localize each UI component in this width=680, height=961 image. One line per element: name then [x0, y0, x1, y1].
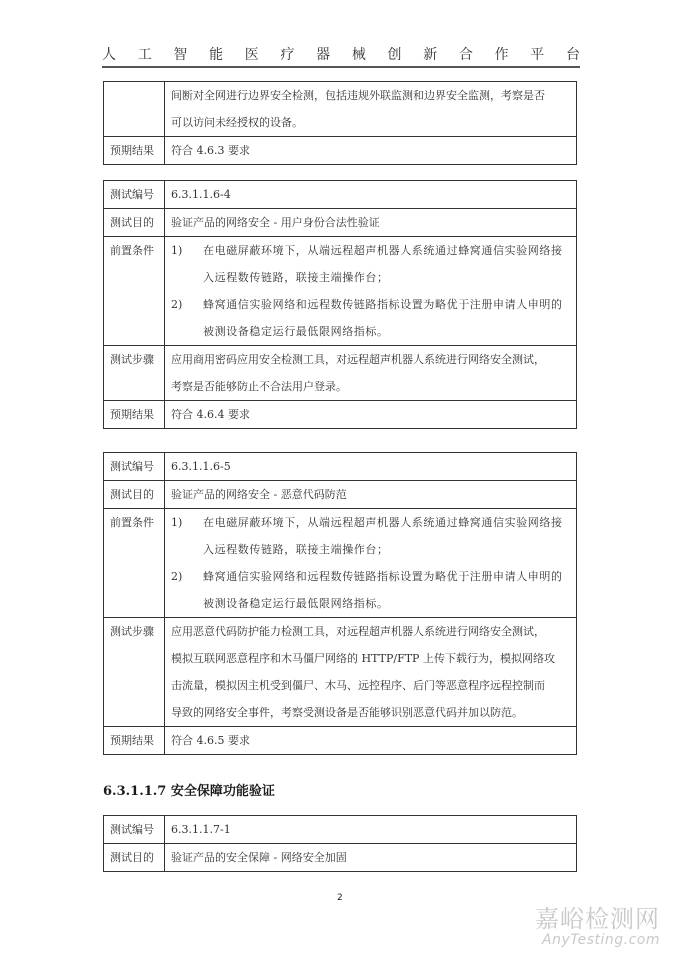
row-label: 测试目的	[104, 209, 165, 237]
text-line: 导致的网络安全事件，考察受测设备是否能够识别恶意代码并加以防范。	[171, 706, 523, 719]
item-text	[203, 509, 570, 563]
table-row	[104, 346, 577, 401]
precondition-item	[171, 509, 570, 563]
item-number: 1)	[171, 244, 183, 257]
table-row	[104, 481, 577, 509]
table-row	[104, 618, 577, 727]
row-label: 预期结果	[104, 137, 165, 165]
table-row	[104, 181, 577, 209]
header-char: 平	[530, 47, 545, 63]
row-value	[165, 509, 577, 618]
watermark-cn: 嘉峪检测网	[535, 905, 660, 933]
table-row	[104, 816, 577, 844]
test-table-6-3-1-1-7-1	[103, 815, 577, 872]
document-header	[102, 44, 580, 66]
text-line: 应用商用密码应用安全检测工具，对远程超声机器人系统进行网络安全测试，	[171, 353, 545, 366]
header-char: 作	[494, 47, 509, 63]
item-number: 2)	[171, 298, 183, 311]
text-line: 验证产品的网络安全 - 恶意代码防范	[171, 488, 347, 501]
header-char: 疗	[280, 47, 295, 63]
row-label: 测试目的	[104, 844, 165, 872]
row-label	[104, 82, 165, 137]
item-number: 2)	[171, 570, 183, 583]
header-char: 医	[244, 47, 259, 63]
header-char: 器	[316, 47, 331, 63]
table-row	[104, 844, 577, 872]
test-table-6-3-1-1-6-5	[103, 452, 577, 755]
text-line: 蜂窝通信实验网络和远程数传链路指标设置为略优于注册申请人申明的	[203, 570, 563, 583]
row-label: 测试编号	[104, 181, 165, 209]
row-label: 预期结果	[104, 727, 165, 755]
header-rule	[102, 66, 580, 68]
row-value	[165, 346, 577, 401]
row-label: 测试步骤	[104, 346, 165, 401]
table-row	[104, 453, 577, 481]
text-line: 入远程数传链路，联接主端操作台；	[203, 271, 389, 284]
test-table-6-3-1-1-6-4	[103, 180, 577, 429]
text-line: 验证产品的安全保障 - 网络安全加固	[171, 851, 347, 864]
precondition-item	[171, 237, 570, 291]
text-line: 间断对全网进行边界安全检测，包括违规外联监测和边界安全监测，考察是否	[171, 89, 545, 102]
header-char: 智	[173, 47, 188, 63]
text-line: 符合 4.6.5 要求	[171, 734, 250, 747]
text-line: 在电磁屏蔽环境下，从端远程超声机器人系统通过蜂窝通信实验网络接	[203, 516, 563, 529]
table-row	[104, 137, 577, 165]
page-number: 2	[337, 893, 343, 903]
row-label: 前置条件	[104, 237, 165, 346]
row-value	[165, 727, 577, 755]
item-text	[203, 237, 570, 291]
text-line: 被测设备稳定运行最低限网络指标。	[203, 325, 389, 338]
table-row	[104, 209, 577, 237]
table-row	[104, 401, 577, 429]
header-char: 创	[387, 47, 402, 63]
row-value	[165, 816, 577, 844]
header-char: 工	[137, 47, 152, 63]
row-label: 预期结果	[104, 401, 165, 429]
table-row	[104, 727, 577, 755]
row-label: 测试目的	[104, 481, 165, 509]
text-line: 蜂窝通信实验网络和远程数传链路指标设置为略优于注册申请人申明的	[203, 298, 563, 311]
table-row	[104, 237, 577, 346]
row-label: 测试编号	[104, 816, 165, 844]
item-text	[203, 563, 570, 617]
row-value	[165, 481, 577, 509]
watermark	[535, 906, 660, 948]
row-value	[165, 82, 577, 137]
text-line: 应用恶意代码防护能力检测工具，对远程超声机器人系统进行网络安全测试，	[171, 625, 545, 638]
row-value	[165, 618, 577, 727]
item-number: 1)	[171, 516, 183, 529]
text-line: 考察是否能够防止不合法用户登录。	[171, 380, 347, 393]
section-heading: 6.3.1.1.7 安全保障功能验证	[103, 784, 275, 799]
text-line: 入远程数传链路，联接主端操作台；	[203, 543, 389, 556]
row-value	[165, 237, 577, 346]
precondition-item	[171, 291, 570, 345]
text-line: 6.3.1.1.6-5	[171, 460, 231, 473]
text-line: 在电磁屏蔽环境下，从端远程超声机器人系统通过蜂窝通信实验网络接	[203, 244, 563, 257]
row-label: 测试步骤	[104, 618, 165, 727]
header-char: 新	[423, 47, 438, 63]
text-line: 6.3.1.1.7-1	[171, 823, 231, 836]
text-line: 符合 4.6.4 要求	[171, 408, 250, 421]
watermark-en: AnyTesting.com	[542, 932, 660, 948]
text-line: 6.3.1.1.6-4	[171, 188, 231, 201]
header-char: 合	[458, 47, 473, 63]
table-row	[104, 509, 577, 618]
text-line: 被测设备稳定运行最低限网络指标。	[203, 597, 389, 610]
text-line: 验证产品的网络安全 - 用户身份合法性验证	[171, 216, 380, 229]
header-char: 械	[351, 47, 366, 63]
text-line: 击流量，模拟因主机受到僵尸、木马、远控程序、后门等恶意程序远程控制而	[171, 679, 545, 692]
text-line: 模拟互联网恶意程序和木马僵尸网络的 HTTP/FTP 上传下载行为，模拟网络攻	[171, 652, 555, 665]
row-value	[165, 137, 577, 165]
test-table-continued	[103, 81, 577, 165]
row-label: 前置条件	[104, 509, 165, 618]
header-char: 能	[209, 47, 224, 63]
row-value	[165, 453, 577, 481]
precondition-item	[171, 563, 570, 617]
row-value	[165, 209, 577, 237]
row-label: 测试编号	[104, 453, 165, 481]
row-value	[165, 401, 577, 429]
text-line: 可以访问未经授权的设备。	[171, 116, 303, 129]
header-char: 人	[102, 47, 116, 63]
text-line: 符合 4.6.3 要求	[171, 144, 250, 157]
item-text	[203, 291, 570, 345]
header-char: 台	[565, 47, 580, 63]
row-value	[165, 844, 577, 872]
table-row	[104, 82, 577, 137]
row-value	[165, 181, 577, 209]
